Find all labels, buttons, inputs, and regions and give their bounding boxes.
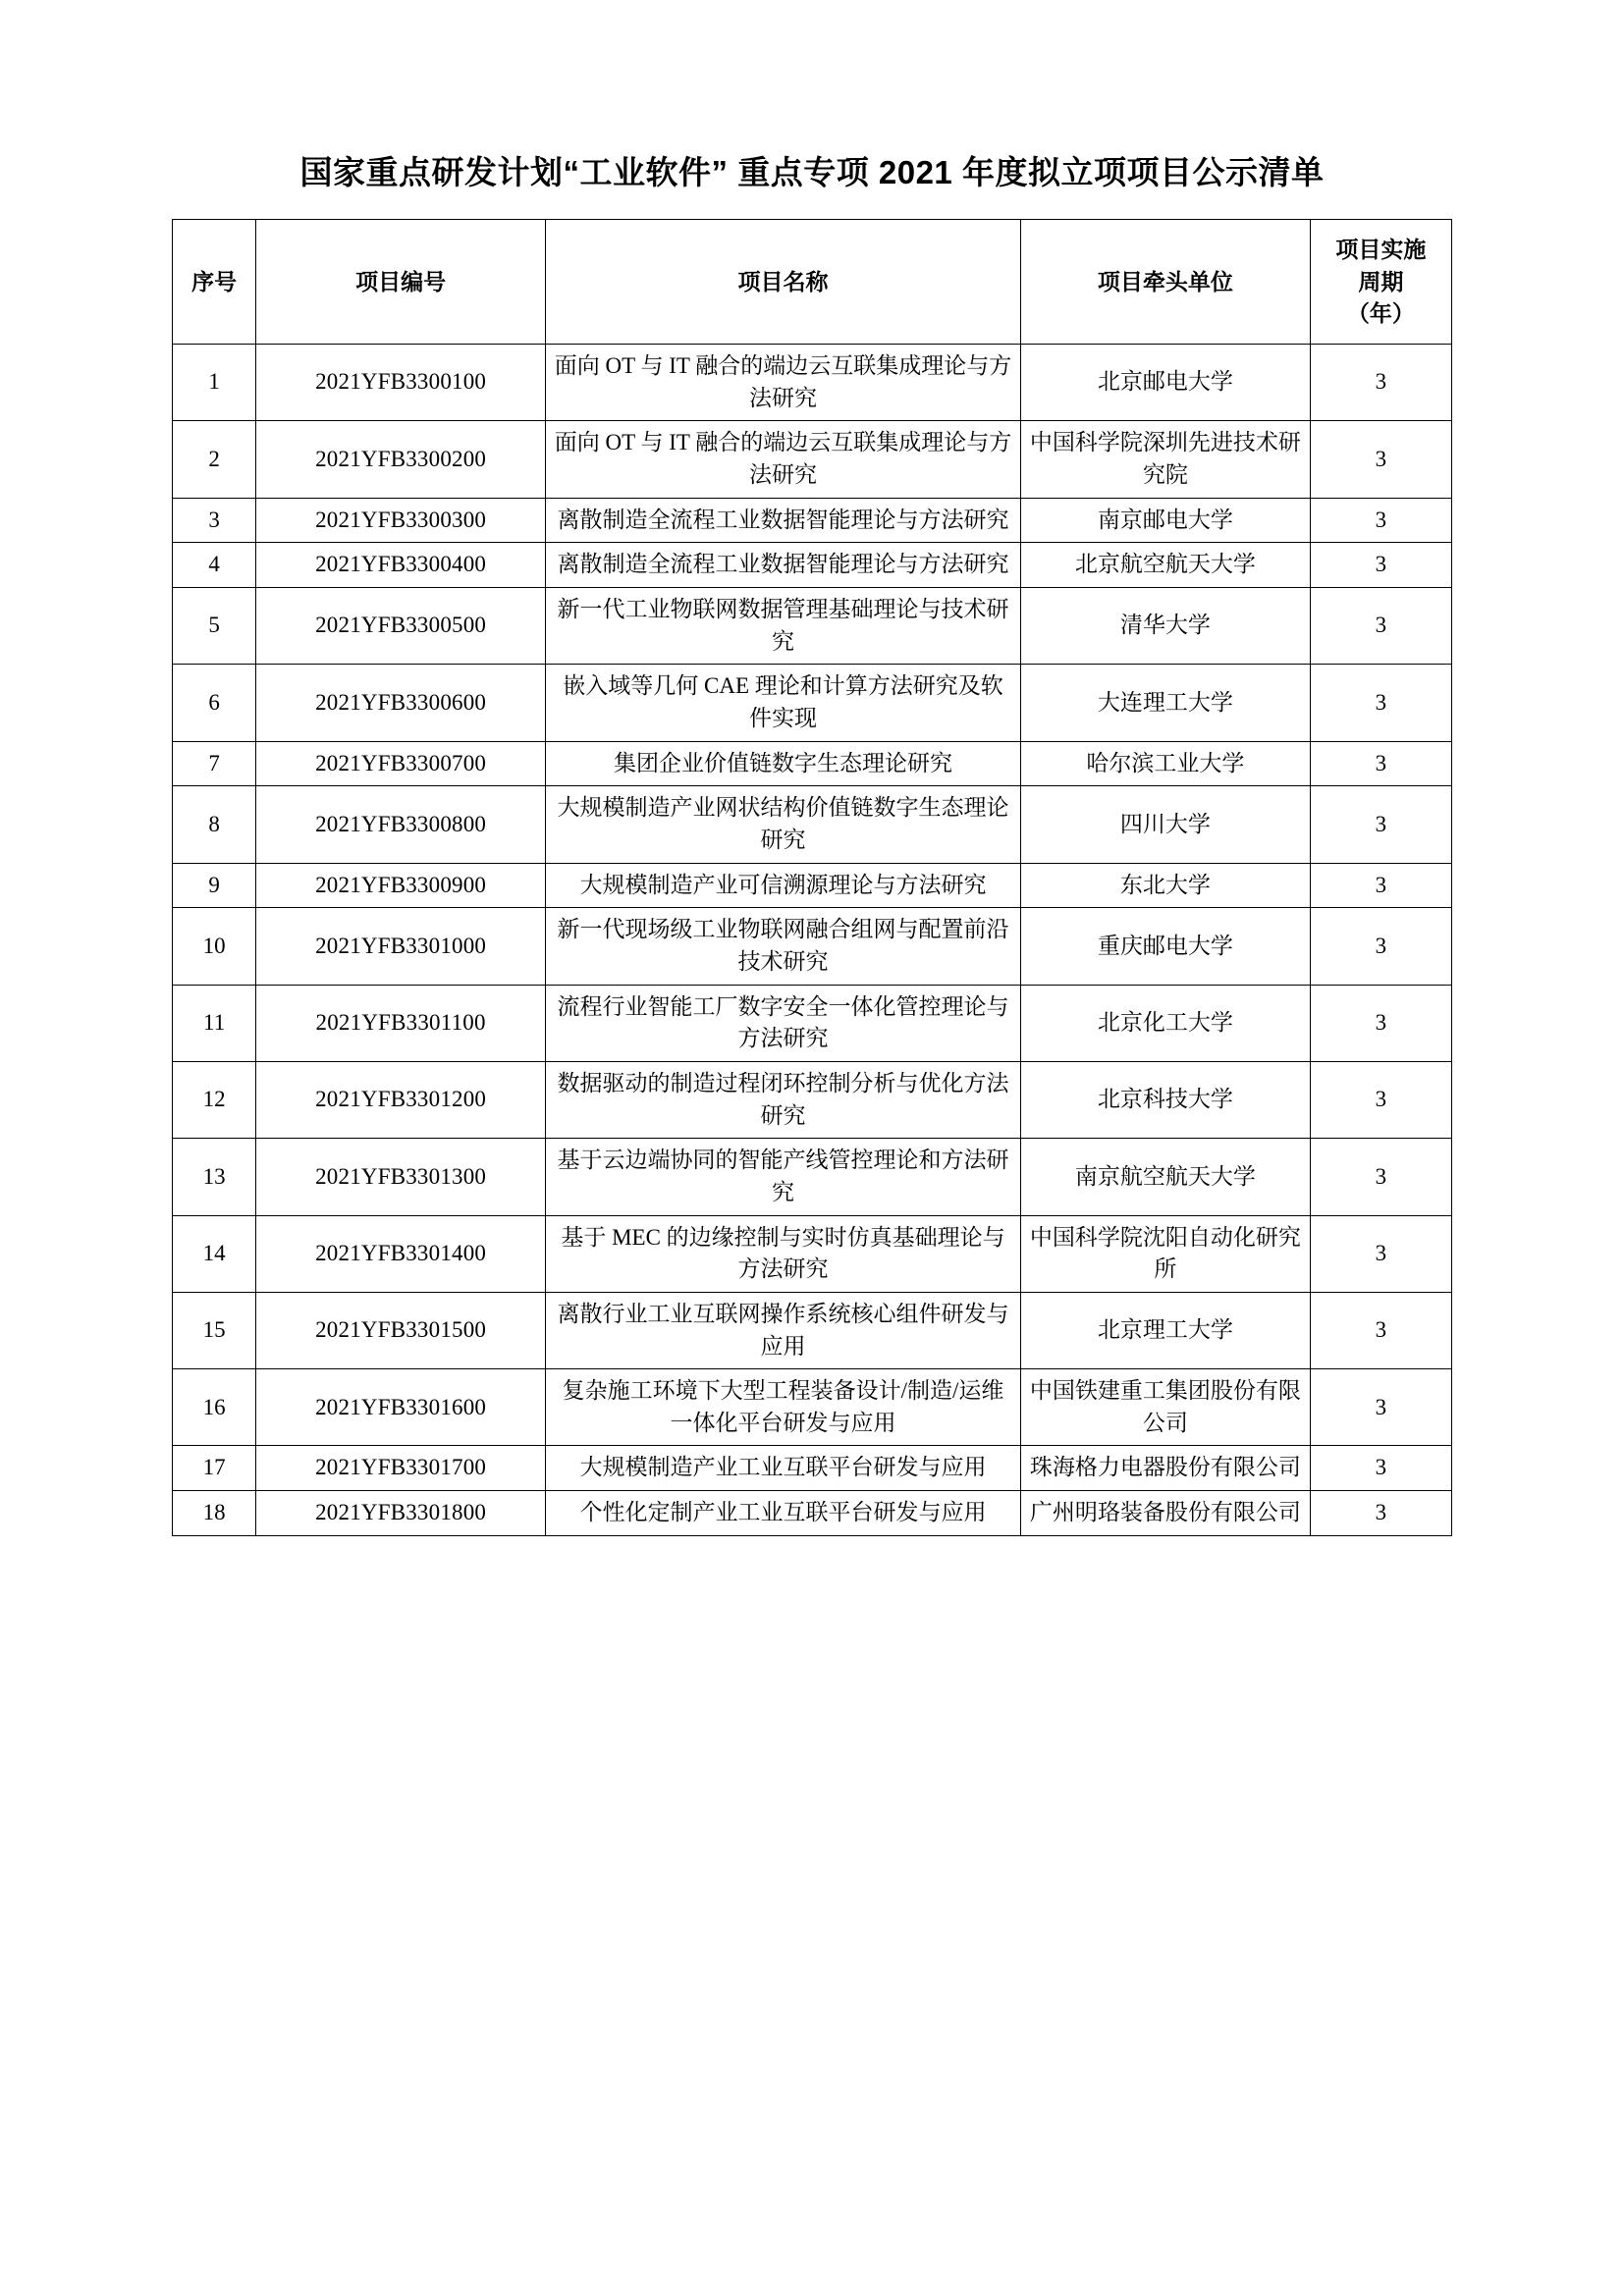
table-row [173,1292,1452,1368]
table-row [173,1446,1452,1491]
cell-project-name: 面向 OT 与 IT 融合的端边云互联集成理论与方法研究 [545,421,1020,498]
cell-lead-organization: 北京科技大学 [1021,1061,1311,1138]
column-header-years-line1: 项目实施 [1335,237,1427,263]
cell-project-code: 2021YFB3301300 [256,1139,546,1215]
cell-sequence-number: 17 [173,1446,256,1491]
cell-project-code: 2021YFB3301700 [256,1446,546,1491]
cell-lead-organization: 中国铁建重工集团股份有限公司 [1021,1369,1311,1446]
cell-duration-years: 3 [1310,1139,1451,1215]
cell-project-name: 嵌入域等几何 CAE 理论和计算方法研究及软件实现 [545,665,1020,741]
cell-project-code: 2021YFB3300300 [256,498,546,543]
cell-duration-years: 3 [1310,345,1451,421]
cell-project-code: 2021YFB3301400 [256,1215,546,1292]
cell-duration-years: 3 [1310,1491,1451,1536]
cell-lead-organization: 珠海格力电器股份有限公司 [1021,1446,1311,1491]
cell-duration-years: 3 [1310,1215,1451,1292]
cell-project-name: 新一代工业物联网数据管理基础理论与技术研究 [545,588,1020,665]
cell-lead-organization: 南京航空航天大学 [1021,1139,1311,1215]
table-row [173,588,1452,665]
cell-lead-organization: 中国科学院深圳先进技术研究院 [1021,421,1311,498]
cell-sequence-number: 11 [173,985,256,1061]
cell-duration-years: 3 [1310,1292,1451,1368]
cell-project-name: 个性化定制产业工业互联平台研发与应用 [545,1491,1020,1536]
cell-duration-years: 3 [1310,543,1451,588]
cell-project-name: 大规模制造产业网状结构价值链数字生态理论研究 [545,786,1020,863]
table-row [173,345,1452,421]
table-row [173,498,1452,543]
cell-project-name: 流程行业智能工厂数字安全一体化管控理论与方法研究 [545,985,1020,1061]
cell-project-name: 离散制造全流程工业数据智能理论与方法研究 [545,543,1020,588]
cell-lead-organization: 四川大学 [1021,786,1311,863]
cell-project-code: 2021YFB3300500 [256,588,546,665]
cell-lead-organization: 清华大学 [1021,588,1311,665]
cell-duration-years: 3 [1310,1061,1451,1138]
cell-sequence-number: 4 [173,543,256,588]
cell-duration-years: 3 [1310,741,1451,786]
cell-project-name: 基于云边端协同的智能产线管控理论和方法研究 [545,1139,1020,1215]
cell-sequence-number: 18 [173,1491,256,1536]
cell-lead-organization: 哈尔滨工业大学 [1021,741,1311,786]
cell-sequence-number: 14 [173,1215,256,1292]
column-header-years-line2: 周期 [1358,268,1404,294]
cell-sequence-number: 9 [173,863,256,908]
cell-sequence-number: 16 [173,1369,256,1446]
cell-sequence-number: 2 [173,421,256,498]
cell-sequence-number: 15 [173,1292,256,1368]
cell-lead-organization: 北京航空航天大学 [1021,543,1311,588]
cell-project-code: 2021YFB3301800 [256,1491,546,1536]
table-row [173,786,1452,863]
table-row [173,908,1452,985]
cell-project-name: 复杂施工环境下大型工程装备设计/制造/运维一体化平台研发与应用 [545,1369,1020,1446]
cell-project-name: 基于 MEC 的边缘控制与实时仿真基础理论与方法研究 [545,1215,1020,1292]
table-header [173,220,1452,345]
table-row [173,543,1452,588]
cell-duration-years: 3 [1310,908,1451,985]
cell-duration-years: 3 [1310,786,1451,863]
column-header-seq: 序号 [173,220,256,345]
cell-project-code: 2021YFB3300400 [256,543,546,588]
cell-project-code: 2021YFB3301600 [256,1369,546,1446]
cell-lead-organization: 北京邮电大学 [1021,345,1311,421]
cell-project-name: 离散行业工业互联网操作系统核心组件研发与应用 [545,1292,1020,1368]
cell-project-code: 2021YFB3300800 [256,786,546,863]
cell-sequence-number: 13 [173,1139,256,1215]
cell-sequence-number: 12 [173,1061,256,1138]
cell-project-code: 2021YFB3300600 [256,665,546,741]
cell-duration-years: 3 [1310,1446,1451,1491]
cell-duration-years: 3 [1310,498,1451,543]
cell-project-name: 新一代现场级工业物联网融合组网与配置前沿技术研究 [545,908,1020,985]
cell-project-code: 2021YFB3300200 [256,421,546,498]
cell-duration-years: 3 [1310,863,1451,908]
table-body [173,345,1452,1536]
cell-sequence-number: 6 [173,665,256,741]
cell-project-name: 大规模制造产业工业互联平台研发与应用 [545,1446,1020,1491]
table-row [173,985,1452,1061]
column-header-years-line3: （年） [1346,300,1415,327]
cell-project-code: 2021YFB3300700 [256,741,546,786]
cell-project-code: 2021YFB3301200 [256,1061,546,1138]
cell-project-name: 离散制造全流程工业数据智能理论与方法研究 [545,498,1020,543]
cell-lead-organization: 中国科学院沈阳自动化研究所 [1021,1215,1311,1292]
table-row [173,863,1452,908]
table-row [173,421,1452,498]
cell-duration-years: 3 [1310,1369,1451,1446]
cell-sequence-number: 5 [173,588,256,665]
cell-duration-years: 3 [1310,665,1451,741]
cell-project-code: 2021YFB3301000 [256,908,546,985]
cell-sequence-number: 7 [173,741,256,786]
cell-project-name: 大规模制造产业可信溯源理论与方法研究 [545,863,1020,908]
cell-lead-organization: 广州明珞装备股份有限公司 [1021,1491,1311,1536]
cell-duration-years: 3 [1310,588,1451,665]
cell-lead-organization: 北京理工大学 [1021,1292,1311,1368]
cell-lead-organization: 南京邮电大学 [1021,498,1311,543]
column-header-code: 项目编号 [256,220,546,345]
table-row [173,1061,1452,1138]
cell-duration-years: 3 [1310,421,1451,498]
table-row [173,741,1452,786]
cell-project-name: 集团企业价值链数字生态理论研究 [545,741,1020,786]
cell-project-code: 2021YFB3300100 [256,345,546,421]
cell-lead-organization: 东北大学 [1021,863,1311,908]
cell-lead-organization: 大连理工大学 [1021,665,1311,741]
cell-project-code: 2021YFB3301100 [256,985,546,1061]
cell-lead-organization: 重庆邮电大学 [1021,908,1311,985]
table-row [173,1491,1452,1536]
cell-sequence-number: 8 [173,786,256,863]
table-row [173,1369,1452,1446]
cell-sequence-number: 3 [173,498,256,543]
cell-sequence-number: 1 [173,345,256,421]
cell-project-code: 2021YFB3301500 [256,1292,546,1368]
cell-sequence-number: 10 [173,908,256,985]
column-header-years [1310,220,1451,345]
table-row [173,665,1452,741]
column-header-org: 项目牵头单位 [1021,220,1311,345]
cell-duration-years: 3 [1310,985,1451,1061]
cell-lead-organization: 北京化工大学 [1021,985,1311,1061]
table-header-row [173,220,1452,345]
cell-project-code: 2021YFB3300900 [256,863,546,908]
page-title: 国家重点研发计划“工业软件” 重点专项 2021 年度拟立项项目公示清单 [299,154,1325,190]
table-row [173,1139,1452,1215]
column-header-name: 项目名称 [545,220,1020,345]
cell-project-name: 面向 OT 与 IT 融合的端边云互联集成理论与方法研究 [545,345,1020,421]
project-list-table [172,219,1452,1536]
table-row [173,1215,1452,1292]
cell-project-name: 数据驱动的制造过程闭环控制分析与优化方法研究 [545,1061,1020,1138]
